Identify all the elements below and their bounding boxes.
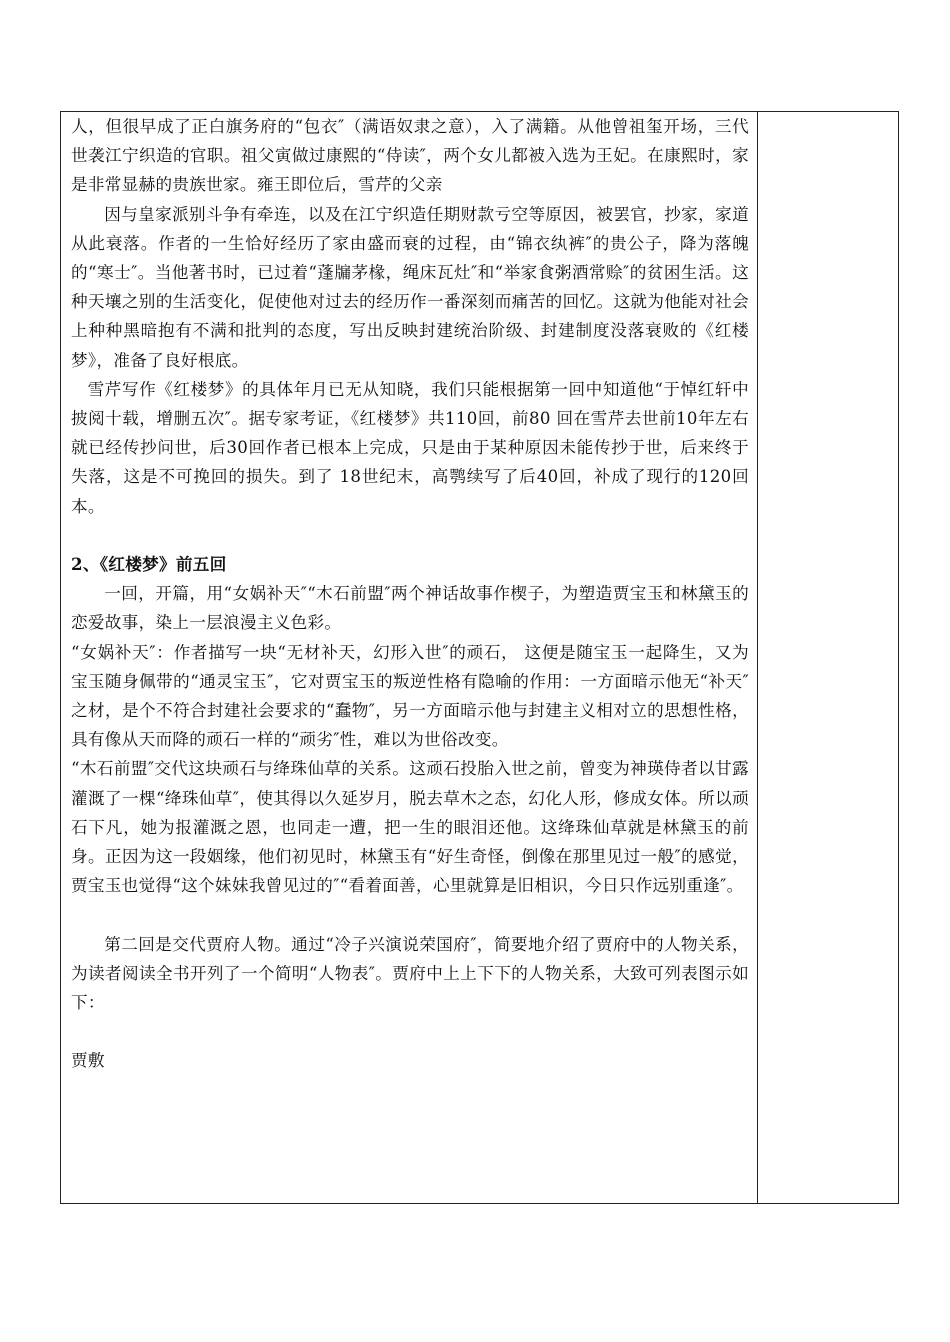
family-tree-root: 贾敷 [71, 1051, 105, 1071]
section-heading: 2、《红楼梦》前五回 [71, 554, 227, 575]
paragraph-writing-history: 雪芹写作《红楼梦》的具体年月已无从知晓，我们只能根据第一回中知道他“于悼红轩中披阅十载，增删五次″。据专家考证，《红楼梦》共110回，前80 回在雪芹去世前10年左右就已经传抄问世，后30回作者已根本上完成，只是由于某种原因未能传抄于世，后来终于失落，这是不可挽回的损失。到了 18世纪末，高鹗续写了后40回，补成了现行的120回本。 [71, 379, 749, 516]
paragraph-chapter-one: 一回，开篇，用“女娲补天″“木石前盟″两个神话故事作楔子，为塑造贾宝玉和林黛玉的恋爱故事，染上一层浪漫主义色彩。 [71, 584, 749, 633]
blank-line [71, 521, 749, 550]
paragraph-nuwa-myth: “女娲补天″：作者描写一块“无材补天，幻形入世″的顽石， 这便是随宝玉一起降生，又为宝玉随身佩带的“通灵宝玉″，它对贾宝玉的叛逆性格有隐喻的作用：一方面暗示他无“补天″之材，是个不符合封建社会要求的“蠢物″，另一方面暗示他与封建主义相对立的思想性格，具有像从天而降的顽石一样的“顽劣″性，难以为世俗改变。 [71, 642, 749, 750]
main-text-cell [71, 112, 749, 1076]
column-divider [757, 112, 758, 1203]
paragraph-family-background: 人，但很早成了正白旗务府的“包衣″（满语奴隶之意），入了满籍。从他曾祖玺开场，三代世袭江宁织造的官职。祖父寅做过康熙的“侍读″，两个女儿都被入选为王妃。在康熙时，家是非常显赫的贵族世家。雍王即位后，雪芹的父亲 [71, 117, 749, 195]
blank-line [71, 900, 749, 929]
paragraph-family-decline: 因与皇家派别斗争有牵连，以及在江宁织造任期财款亏空等原因，被罢官，抄家，家道从此衰落。作者的一生恰好经历了家由盛而衰的过程，由“锦衣纨裤″的贵公子，降为落魄的“寒士″。当他著书时，已过着“蓬牖茅椽，绳床瓦灶″和“举家食粥酒常赊″的贫困生活。这种天壤之别的生活变化，促使他对过去的经历作一番深刻而痛苦的回忆。这就为他能对社会上种种黑暗抱有不满和批判的态度，写出反映封建统治阶级、封建制度没落衰败的《红楼梦》，准备了良好根底。 [71, 204, 749, 370]
paragraph-wood-stone-pact: “木石前盟″交代这块顽石与绛珠仙草的关系。这顽石投胎入世之前，曾变为神瑛侍者以甘露灌溉了一棵“绛珠仙草″，使其得以久延岁月，脱去草木之态，幻化人形，修成女体。所以顽石下凡，她为报灌溉之恩，也同走一遭，把一生的眼泪还他。这绛珠仙草就是林黛玉的前身。正因为这一段姻缘，他们初见时，林黛玉有“好生奇怪，倒像在那里见过一般″的感觉，贾宝玉也觉得“这个妹妹我曾见过的″“看着面善，心里就算是旧相识，今日只作远别重逢″。 [71, 759, 749, 896]
blank-line [71, 1017, 749, 1046]
document-table [60, 111, 899, 1204]
paragraph-chapter-two: 第二回是交代贾府人物。通过“冷子兴演说荣国府″，简要地介绍了贾府中的人物关系，为读者阅读全书开列了一个简明“人物表″。贾府中上上下下的人物关系，大致可列表图示如下： [71, 934, 749, 1013]
